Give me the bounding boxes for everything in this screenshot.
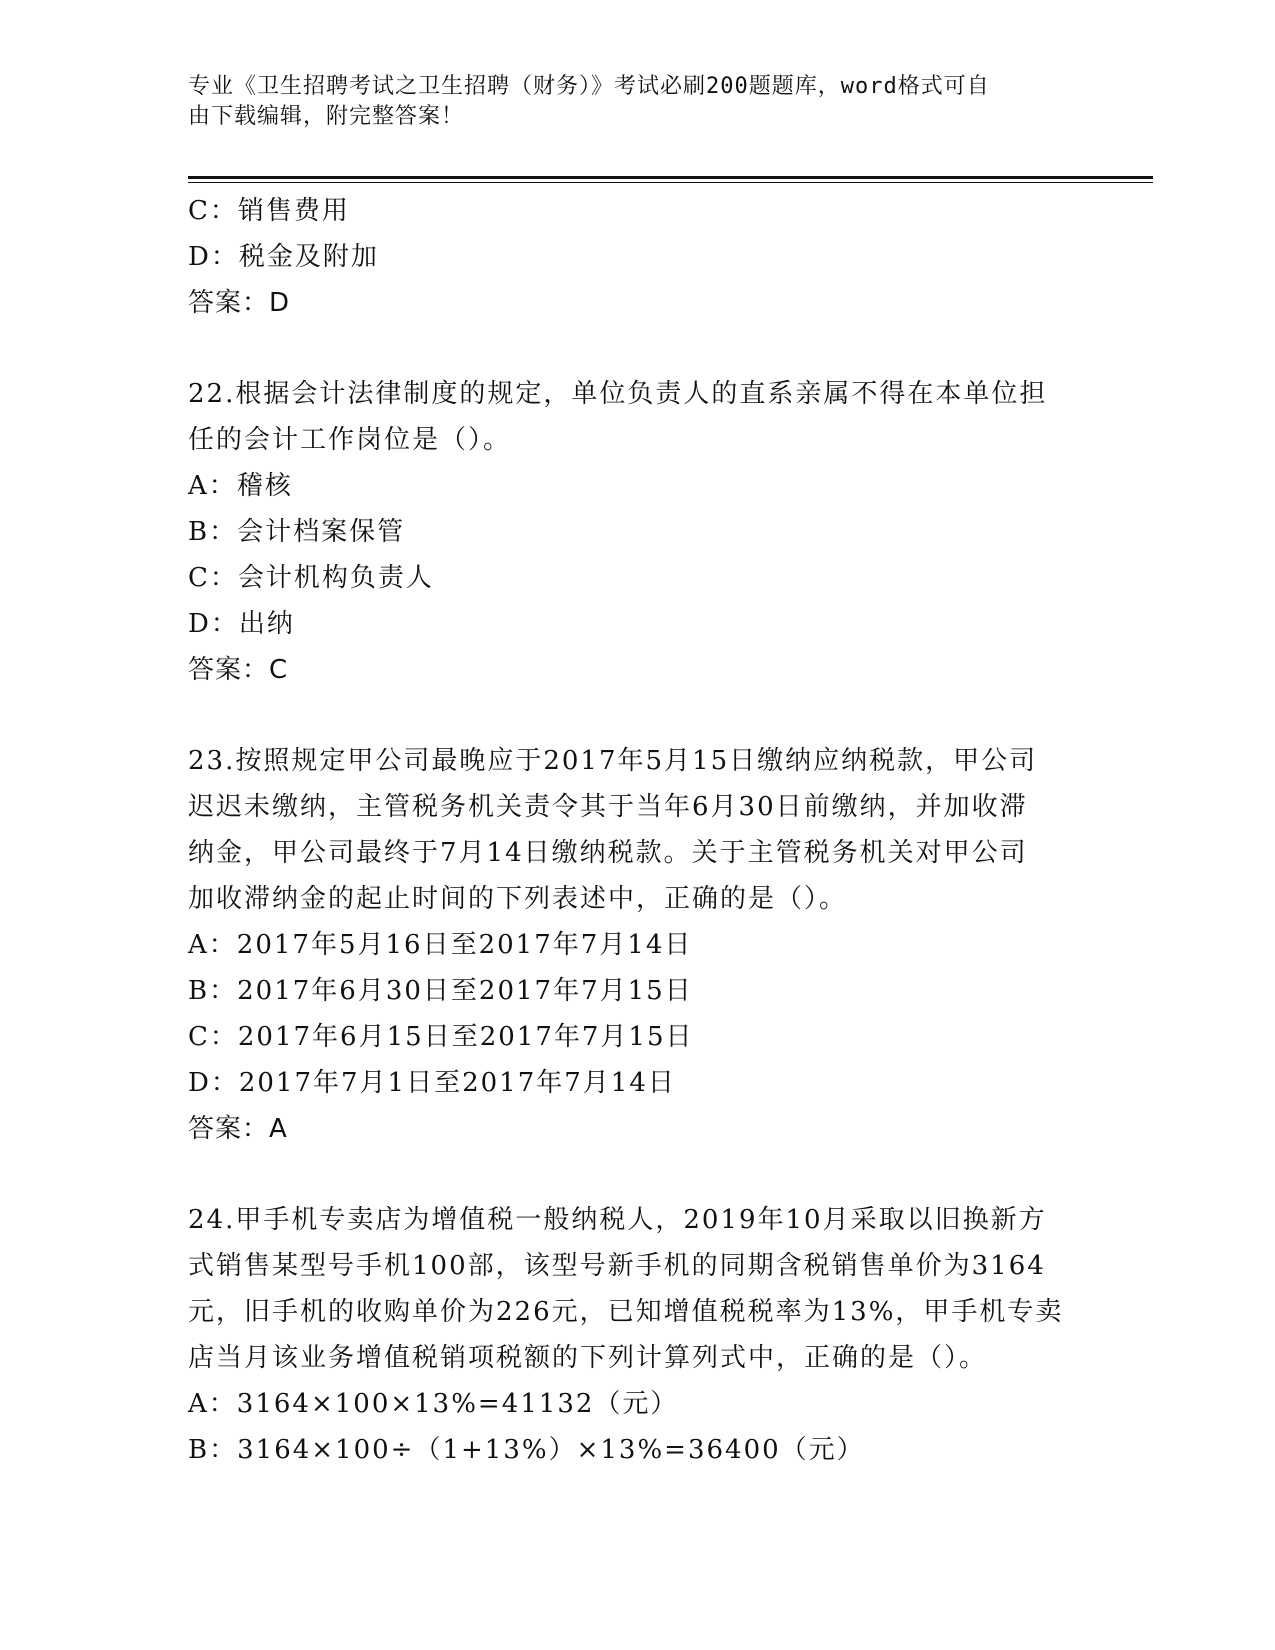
question-23	[188, 738, 1088, 1152]
header-line-2: 由下载编辑，附完整答案！	[188, 104, 465, 129]
q23-answer: 答案：A	[188, 1114, 288, 1144]
q24-stem-line-4: 店当月该业务增值税销项税额的下列计算列式中，正确的是（）。	[188, 1343, 988, 1373]
q24-stem-line-3: 元，旧手机的收购单价为226元，已知增值税税率为13%，甲手机专卖	[188, 1297, 1064, 1327]
document-body	[188, 188, 1088, 1473]
document-header	[188, 72, 1068, 132]
q23-stem-line-3: 纳金，甲公司最终于7月14日缴纳税款。关于主管税务机关对甲公司	[188, 838, 1028, 868]
q23-option-c: C：2017年6月15日至2017年7月15日	[188, 1022, 694, 1052]
q23-stem-line-4: 加收滞纳金的起止时间的下列表述中，正确的是（）。	[188, 884, 848, 914]
spacer	[188, 693, 1088, 738]
header-rule-thick	[188, 176, 1153, 179]
q22-answer: 答案：C	[188, 655, 289, 685]
q24-stem-line-1: 24.甲手机专卖店为增值税一般纳税人，2019年10月采取以旧换新方	[188, 1205, 1047, 1235]
q24-option-b: B：3164×100÷（1+13%）×13%=36400（元）	[188, 1435, 865, 1465]
question-22	[188, 371, 1088, 693]
q21-answer: 答案：D	[188, 288, 291, 318]
q21-option-d: D：税金及附加	[188, 242, 379, 272]
q23-stem-line-2: 迟迟未缴纳，主管税务机关责令其于当年6月30日前缴纳，并加收滞	[188, 792, 1028, 822]
q24-option-a: A：3164×100×13%=41132（元）	[188, 1389, 679, 1419]
q22-option-c: C：会计机构负责人	[188, 563, 434, 593]
q22-option-a: A：稽核	[188, 471, 293, 501]
q23-stem-line-1: 23.按照规定甲公司最晚应于2017年5月15日缴纳应纳税款，甲公司	[188, 746, 1038, 776]
q22-stem-line-2: 任的会计工作岗位是（）。	[188, 425, 512, 455]
question-24	[188, 1197, 1088, 1473]
spacer	[188, 1152, 1088, 1197]
q22-option-b: B：会计档案保管	[188, 517, 406, 547]
header-rule-thin	[188, 182, 1153, 183]
q22-option-d: D：出纳	[188, 609, 295, 639]
spacer	[188, 326, 1088, 371]
q24-stem-line-2: 式销售某型号手机100部，该型号新手机的同期含税销售单价为3164	[188, 1251, 1046, 1281]
q23-option-b: B：2017年6月30日至2017年7月15日	[188, 976, 693, 1006]
q21-option-c: C：销售费用	[188, 196, 350, 226]
q23-option-d: D：2017年7月1日至2017年7月14日	[188, 1068, 676, 1098]
question-21	[188, 188, 1088, 326]
q23-option-a: A：2017年5月16日至2017年7月14日	[188, 930, 693, 960]
q22-stem-line-1: 22.根据会计法律制度的规定，单位负责人的直系亲属不得在本单位担	[188, 379, 1048, 409]
header-line-1: 专业《卫生招聘考试之卫生招聘（财务）》考试必刷200题题库，word格式可自	[188, 74, 990, 99]
